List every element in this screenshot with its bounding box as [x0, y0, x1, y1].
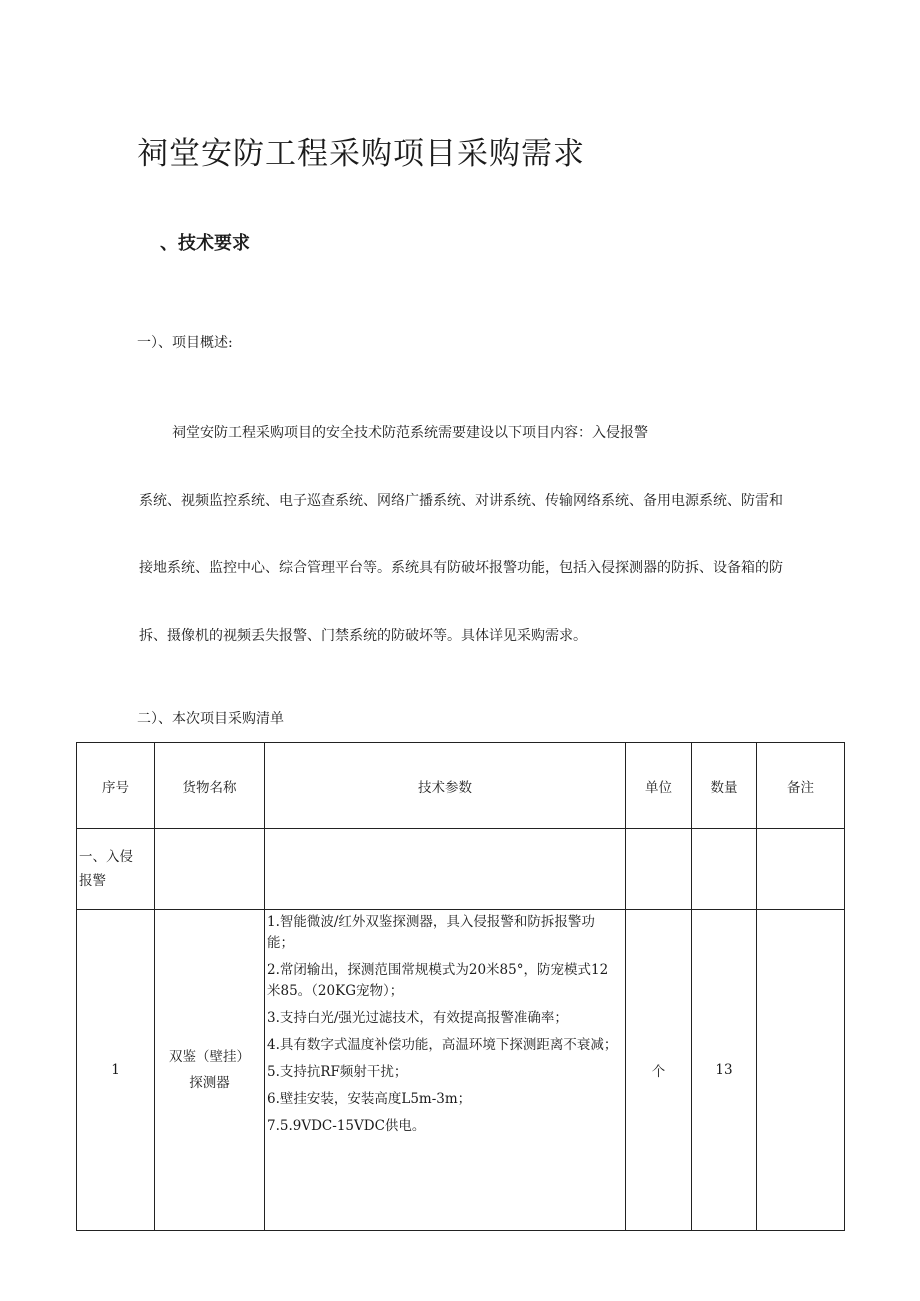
header-tech-params: 技术参数: [265, 743, 626, 829]
item-remark: [757, 910, 845, 1231]
item-name-line-1: 双鉴（壁挂）: [169, 1049, 250, 1065]
category-name-line-2: 报警: [79, 873, 106, 889]
category-name-line-1: 一、入侵: [79, 849, 133, 865]
param-line-7: 7.5.9VDC-15VDC供电。: [267, 1118, 426, 1134]
overview-line-3: 接地系统、监控中心、综合管理平台等。系统具有防破坏报警功能，包括入侵探测器的防拆、设备箱的防: [139, 560, 783, 576]
param-line-5: 5.支持抗RF频射干扰；: [267, 1064, 408, 1080]
item-quantity: 13: [692, 910, 757, 1231]
procurement-table: [76, 742, 845, 1231]
table-row: [77, 910, 845, 1231]
item-unit: 个: [626, 910, 692, 1231]
header-remark: 备注: [757, 743, 845, 829]
param-line-3: 3.支持白光/强光过滤技术，有效提高报警准确率；: [267, 1010, 568, 1026]
empty-cell: [626, 829, 692, 910]
overview-line-2: 系统、视频监控系统、电子巡查系统、网络广播系统、对讲系统、传输网络系统、备用电源系统、防雷和: [139, 493, 783, 509]
table-row-category: [77, 829, 845, 910]
item-name-line-2: 探测器: [189, 1075, 230, 1091]
empty-cell: [757, 829, 845, 910]
table-header-row: [77, 743, 845, 829]
header-unit: 单位: [626, 743, 692, 829]
header-quantity: 数量: [692, 743, 757, 829]
param-line-4: 4.具有数字式温度补偿功能，高温环境下探测距离不衰减；: [267, 1037, 618, 1053]
section-heading: 、技术要求: [160, 233, 250, 254]
overview-line-1: 祠堂安防工程采购项目的安全技术防范系统需要建设以下项目内容：入侵报警: [172, 425, 648, 441]
item-name-cell: [155, 910, 265, 1231]
item-serial: 1: [77, 910, 155, 1231]
param-line-6: 6.壁挂安装，安装高度L5m-3m；: [267, 1091, 472, 1107]
param-line-1: 1.智能微波/红外双鉴探测器，具入侵报警和防拆报警功能；: [267, 914, 595, 951]
empty-cell: [265, 829, 626, 910]
empty-cell: [692, 829, 757, 910]
subsection-list-heading: 二）、本次项目采购清单: [137, 711, 284, 727]
subsection-overview-heading: 一）、项目概述:: [137, 335, 233, 351]
category-name-cell: [77, 829, 155, 910]
param-line-2: 2.常闭输出，探测范围常规模式为20米85°，防宠模式12米85。（20KG宠物）；: [267, 962, 609, 999]
header-goods-name: 货物名称: [155, 743, 265, 829]
overview-line-4: 拆、摄像机的视频丢失报警、门禁系统的防破坏等。具体详见采购需求。: [139, 628, 587, 644]
header-serial: 序号: [77, 743, 155, 829]
empty-cell: [155, 829, 265, 910]
document-title: 祠堂安防工程采购项目采购需求: [137, 136, 585, 172]
item-params-cell: [265, 910, 626, 1231]
